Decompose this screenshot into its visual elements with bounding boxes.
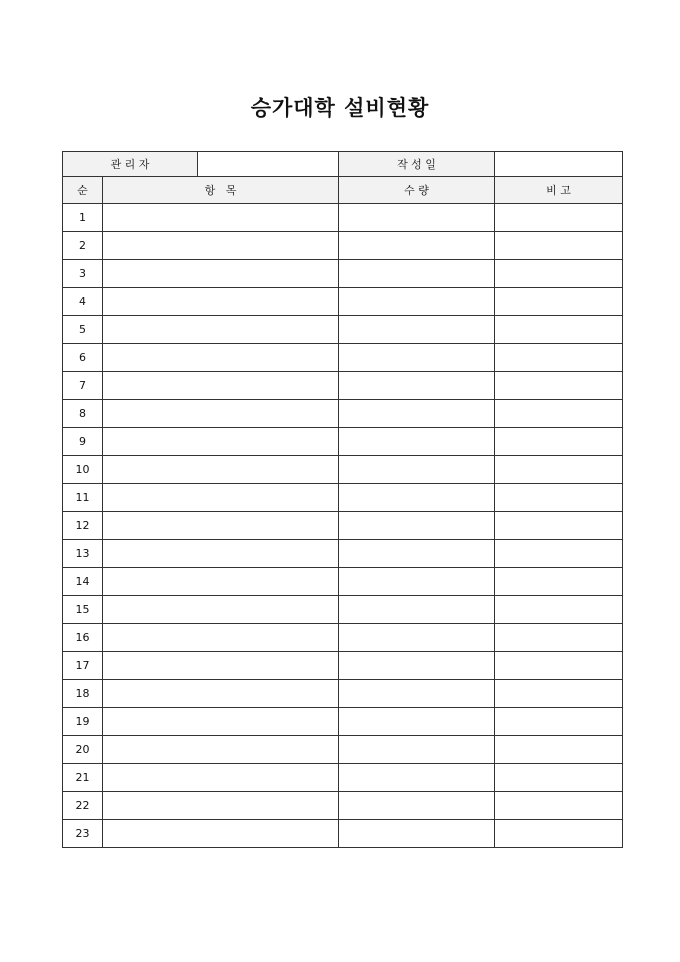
row-item-cell[interactable]	[103, 764, 339, 792]
table-row	[63, 680, 623, 708]
row-quantity-cell[interactable]	[339, 484, 495, 512]
table-row	[63, 428, 623, 456]
row-remarks-cell[interactable]	[495, 204, 623, 232]
row-seq-cell: 17	[63, 652, 103, 680]
row-item-cell[interactable]	[103, 288, 339, 316]
row-seq-cell: 1	[63, 204, 103, 232]
row-seq-cell: 6	[63, 344, 103, 372]
row-seq-cell: 3	[63, 260, 103, 288]
row-quantity-cell[interactable]	[339, 512, 495, 540]
row-remarks-cell[interactable]	[495, 764, 623, 792]
table-row	[63, 820, 623, 848]
row-seq-cell: 23	[63, 820, 103, 848]
row-seq-cell: 10	[63, 456, 103, 484]
row-remarks-cell[interactable]	[495, 288, 623, 316]
row-item-cell[interactable]	[103, 484, 339, 512]
row-seq-cell: 9	[63, 428, 103, 456]
row-remarks-cell[interactable]	[495, 512, 623, 540]
row-seq-cell: 21	[63, 764, 103, 792]
row-remarks-cell[interactable]	[495, 708, 623, 736]
row-remarks-cell[interactable]	[495, 624, 623, 652]
row-item-cell[interactable]	[103, 456, 339, 484]
row-quantity-cell[interactable]	[339, 792, 495, 820]
row-remarks-cell[interactable]	[495, 680, 623, 708]
page-title: 승가대학 설비현황	[250, 96, 430, 120]
row-item-cell[interactable]	[103, 736, 339, 764]
row-item-cell[interactable]	[103, 260, 339, 288]
row-seq-cell: 19	[63, 708, 103, 736]
row-seq-cell: 13	[63, 540, 103, 568]
row-quantity-cell[interactable]	[339, 428, 495, 456]
row-remarks-cell[interactable]	[495, 428, 623, 456]
row-remarks-cell[interactable]	[495, 568, 623, 596]
row-item-cell[interactable]	[103, 680, 339, 708]
manager-label: 관 리 자	[63, 152, 198, 177]
row-remarks-cell[interactable]	[495, 736, 623, 764]
row-item-cell[interactable]	[103, 372, 339, 400]
table-row	[63, 484, 623, 512]
table-row	[63, 792, 623, 820]
row-remarks-cell[interactable]	[495, 820, 623, 848]
row-item-cell[interactable]	[103, 624, 339, 652]
row-item-cell[interactable]	[103, 232, 339, 260]
row-seq-cell: 20	[63, 736, 103, 764]
row-quantity-cell[interactable]	[339, 372, 495, 400]
row-item-cell[interactable]	[103, 344, 339, 372]
row-quantity-cell[interactable]	[339, 232, 495, 260]
manager-field[interactable]	[198, 152, 339, 177]
row-quantity-cell[interactable]	[339, 596, 495, 624]
row-item-cell[interactable]	[103, 512, 339, 540]
row-seq-cell: 16	[63, 624, 103, 652]
facility-table	[62, 151, 623, 848]
table-row	[63, 512, 623, 540]
row-item-cell[interactable]	[103, 400, 339, 428]
table-row	[63, 400, 623, 428]
row-remarks-cell[interactable]	[495, 400, 623, 428]
table-row	[63, 764, 623, 792]
row-seq-cell: 15	[63, 596, 103, 624]
row-item-cell[interactable]	[103, 820, 339, 848]
row-quantity-cell[interactable]	[339, 680, 495, 708]
table-row	[63, 596, 623, 624]
row-quantity-cell[interactable]	[339, 624, 495, 652]
column-header-remarks: 비 고	[495, 177, 623, 204]
table-row	[63, 232, 623, 260]
row-seq-cell: 7	[63, 372, 103, 400]
row-quantity-cell[interactable]	[339, 456, 495, 484]
table-row	[63, 204, 623, 232]
row-quantity-cell[interactable]	[339, 344, 495, 372]
row-quantity-cell[interactable]	[339, 400, 495, 428]
row-remarks-cell[interactable]	[495, 316, 623, 344]
row-quantity-cell[interactable]	[339, 204, 495, 232]
row-item-cell[interactable]	[103, 316, 339, 344]
row-remarks-cell[interactable]	[495, 456, 623, 484]
table-row	[63, 456, 623, 484]
row-seq-cell: 2	[63, 232, 103, 260]
row-remarks-cell[interactable]	[495, 344, 623, 372]
table-row	[63, 568, 623, 596]
meta-row	[63, 152, 623, 177]
row-remarks-cell[interactable]	[495, 792, 623, 820]
row-quantity-cell[interactable]	[339, 316, 495, 344]
row-remarks-cell[interactable]	[495, 652, 623, 680]
row-quantity-cell[interactable]	[339, 540, 495, 568]
table-row	[63, 372, 623, 400]
row-seq-cell: 5	[63, 316, 103, 344]
date-label: 작 성 일	[339, 152, 495, 177]
table-row	[63, 316, 623, 344]
row-item-cell[interactable]	[103, 204, 339, 232]
table-row	[63, 652, 623, 680]
row-item-cell[interactable]	[103, 568, 339, 596]
row-remarks-cell[interactable]	[495, 596, 623, 624]
row-item-cell[interactable]	[103, 428, 339, 456]
table-row	[63, 624, 623, 652]
table-row	[63, 736, 623, 764]
row-quantity-cell[interactable]	[339, 764, 495, 792]
table-row	[63, 344, 623, 372]
row-seq-cell: 14	[63, 568, 103, 596]
table-row	[63, 288, 623, 316]
row-remarks-cell[interactable]	[495, 372, 623, 400]
row-remarks-cell[interactable]	[495, 232, 623, 260]
row-quantity-cell[interactable]	[339, 652, 495, 680]
row-seq-cell: 4	[63, 288, 103, 316]
table-row	[63, 708, 623, 736]
row-item-cell[interactable]	[103, 652, 339, 680]
row-item-cell[interactable]	[103, 792, 339, 820]
row-remarks-cell[interactable]	[495, 540, 623, 568]
row-item-cell[interactable]	[103, 596, 339, 624]
row-remarks-cell[interactable]	[495, 260, 623, 288]
row-remarks-cell[interactable]	[495, 484, 623, 512]
date-field[interactable]	[495, 152, 623, 177]
column-header-quantity: 수 량	[339, 177, 495, 204]
row-quantity-cell[interactable]	[339, 708, 495, 736]
row-item-cell[interactable]	[103, 708, 339, 736]
row-quantity-cell[interactable]	[339, 288, 495, 316]
row-seq-cell: 18	[63, 680, 103, 708]
column-header-seq: 순	[63, 177, 103, 204]
row-quantity-cell[interactable]	[339, 736, 495, 764]
row-quantity-cell[interactable]	[339, 820, 495, 848]
table-row	[63, 540, 623, 568]
table-row	[63, 260, 623, 288]
row-item-cell[interactable]	[103, 540, 339, 568]
row-seq-cell: 11	[63, 484, 103, 512]
column-header-row	[63, 177, 623, 204]
row-quantity-cell[interactable]	[339, 568, 495, 596]
row-quantity-cell[interactable]	[339, 260, 495, 288]
row-seq-cell: 12	[63, 512, 103, 540]
row-seq-cell: 8	[63, 400, 103, 428]
row-seq-cell: 22	[63, 792, 103, 820]
column-header-item: 항 목	[103, 177, 339, 204]
